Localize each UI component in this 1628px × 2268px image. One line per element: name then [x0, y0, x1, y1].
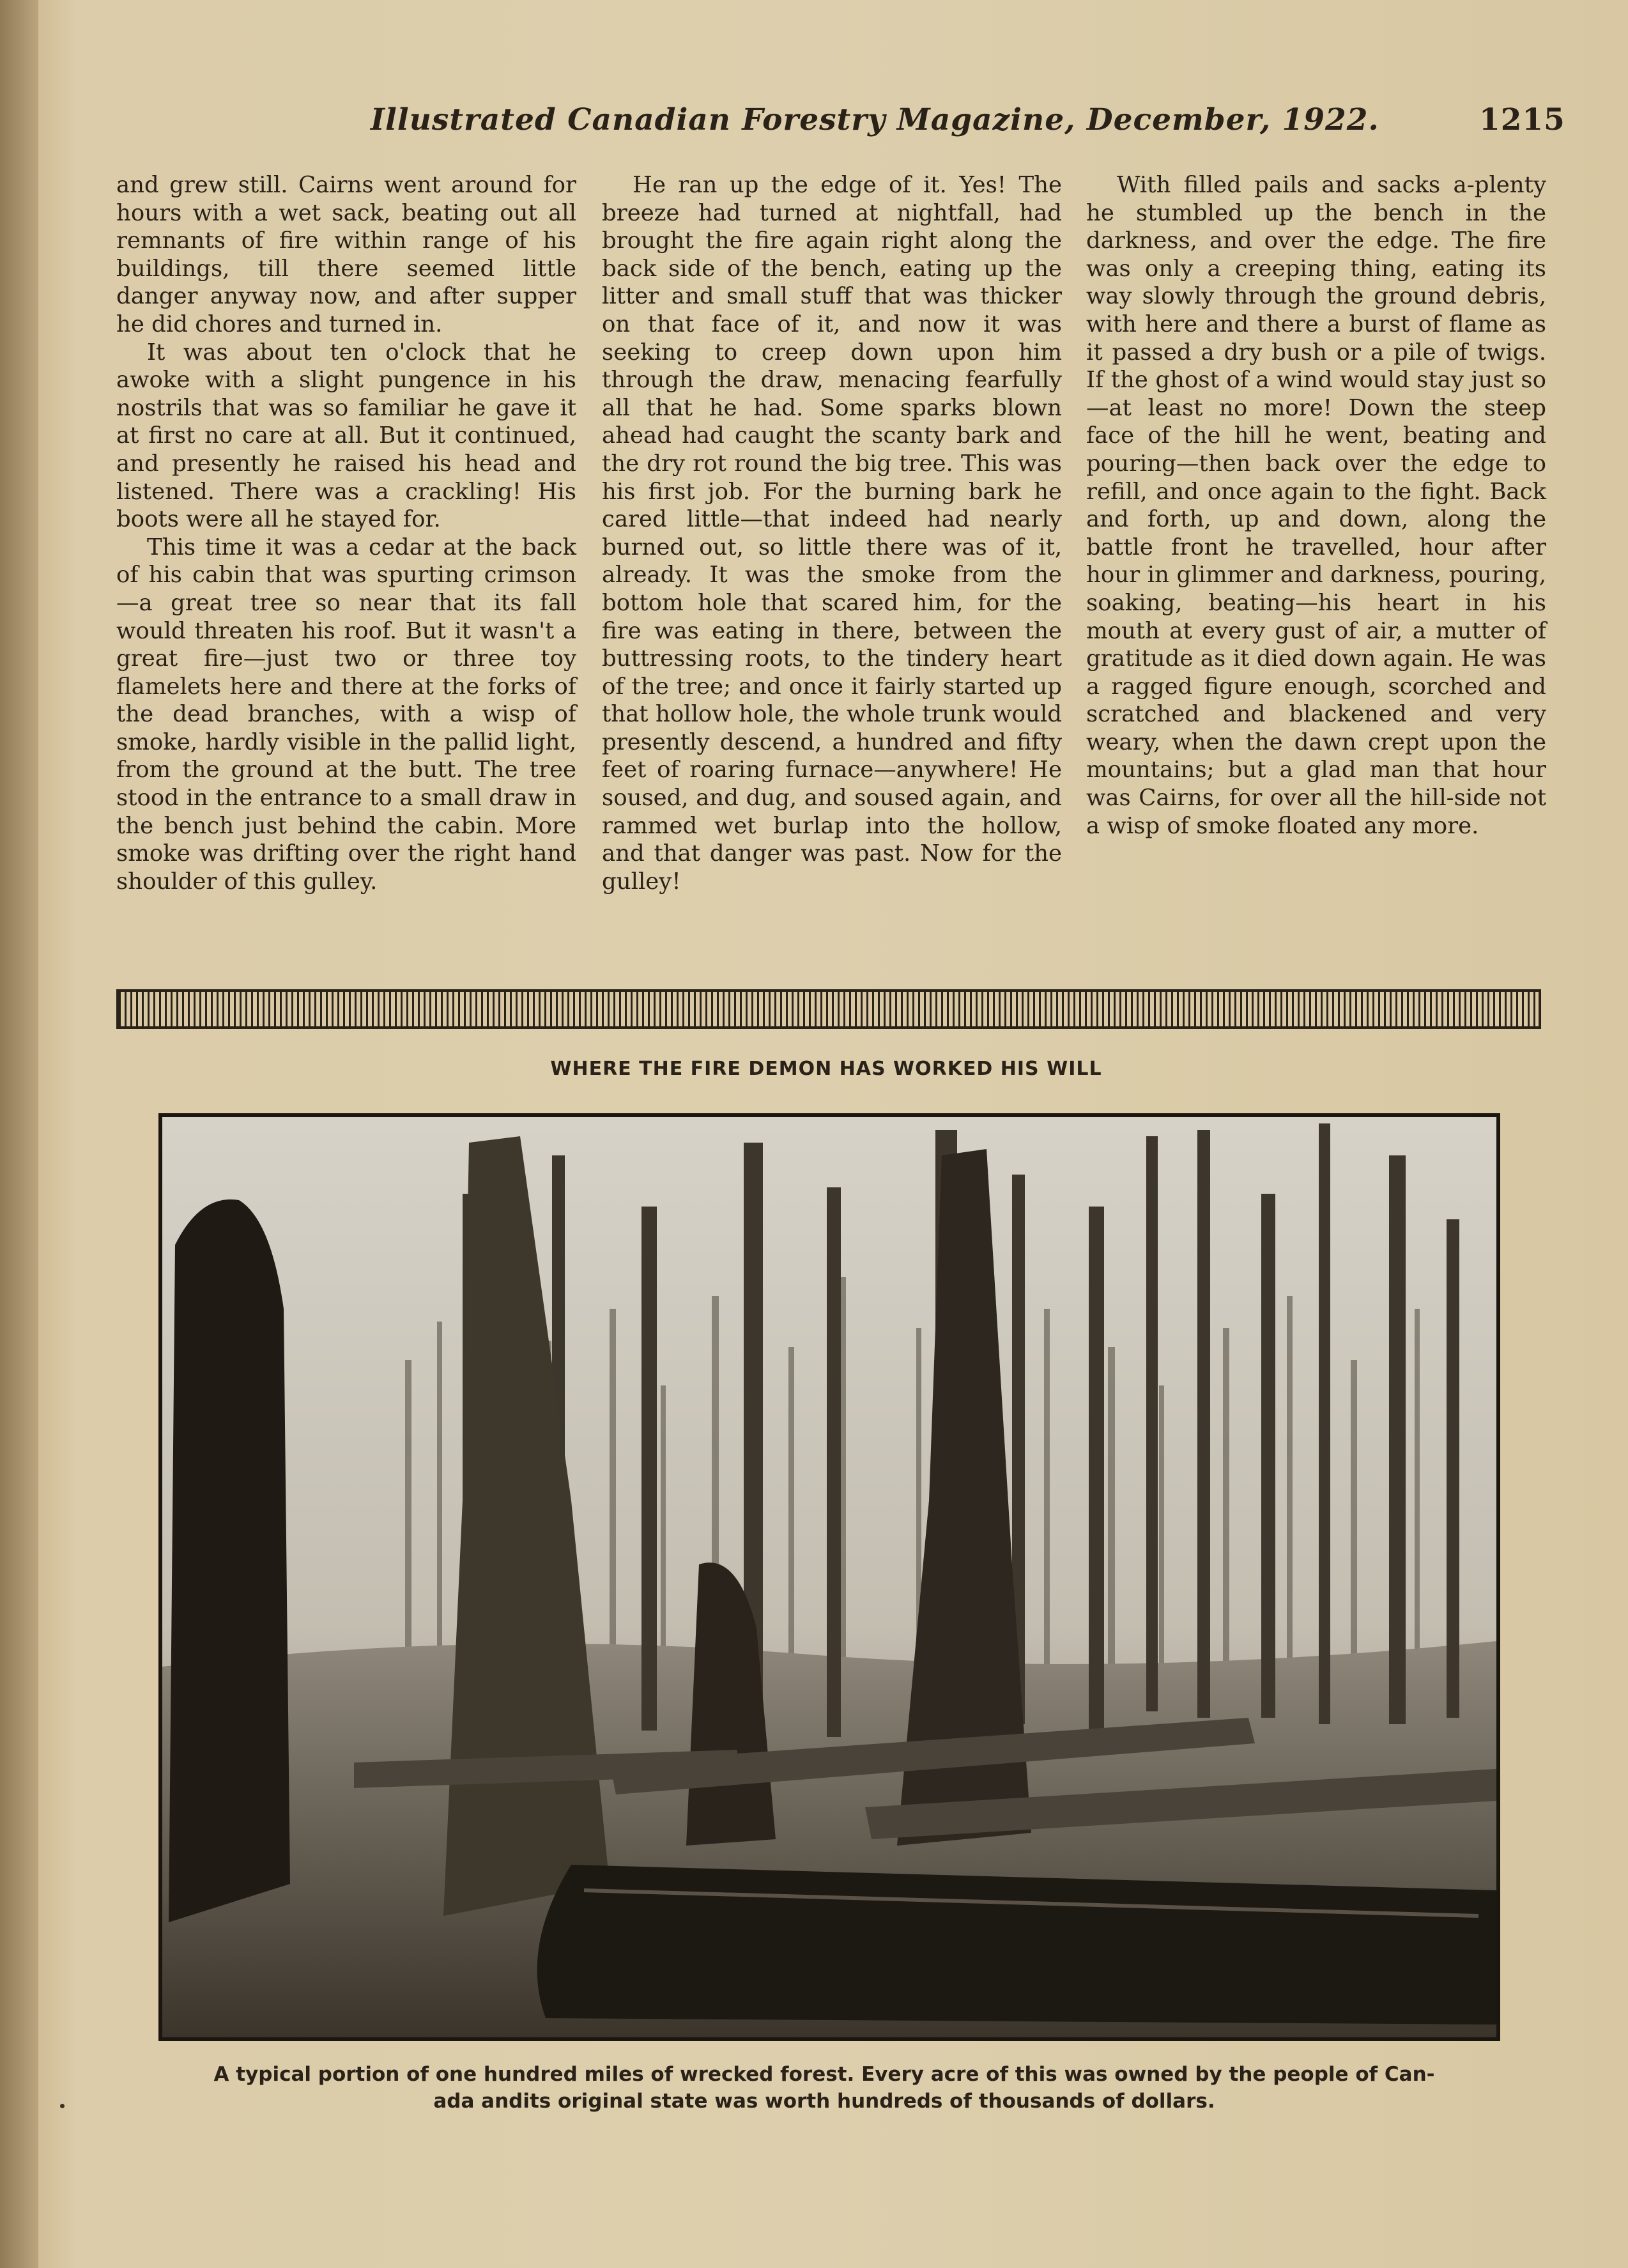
caption-line: A typical portion of one hundred miles of wrecked forest. Every acre of this was owned by the people of Can- [213, 2063, 1435, 2086]
page-number: 1215 [1479, 102, 1565, 137]
page-binding-shadow [0, 0, 38, 2268]
paragraph: and grew still. Cairns went around for hours with a wet sack, beating out all remnants of fire within range of his buildings, till there seemed little danger anyway now, and after supper he did chores and turned in. [116, 172, 576, 337]
text-column-3 [1086, 171, 1546, 840]
caption-line: ada andits original state was worth hundreds of thousands of dollars. [433, 2090, 1215, 2113]
text-column-2 [602, 171, 1062, 895]
decorative-rule [116, 989, 1541, 1029]
page-speck [60, 2104, 65, 2108]
running-header [371, 102, 1565, 153]
magazine-title: Illustrated Canadian Forestry Magazine, December, 1922. [371, 102, 1379, 137]
paragraph: This time it was a cedar at the back of his cabin that was spurting crimson—a great tree so near that its fall would threaten his roof. But it wasn't a great fire—just two or three toy flamelets here and there at the forks of the dead branches, with a wisp of smoke, hardly visible in the pallid light, from the ground at the butt. The tree stood in the entrance to a small draw in the bench just behind the cabin. More smoke was drifting over the right hand shoulder of this gulley. [116, 534, 576, 895]
paragraph: He ran up the edge of it. Yes! The breeze had turned at nightfall, had brought the fire again right along the back side of the bench, eating up the litter and small stuff that was thicker on that face of it, and now it was seeking to creep down upon him through the draw, menacing fearfully all that he had. Some sparks blown ahead had caught the scanty bark and the dry rot round the big tree. This was his first job. For the burning bark he cared little—that indeed had nearly burned out, so little there was of it, already. It was the smoke from the bottom hole that scared him, for the fire was eating in there, between the buttressing roots, to the tindery heart of the tree; and once it fairly started up that hollow hole, the whole trunk would presently descend, a hundred and fifty feet of roaring furnace—anywhere! He soused, and dug, and soused again, and rammed wet burlap into the hollow, and that danger was past. Now for the gulley! [602, 172, 1062, 895]
paragraph: With filled pails and sacks a-plenty he stumbled up the bench in the darkness, and over the edge. The fire was only a creeping thing, eating its way slowly through the ground debris, with here and there a burst of flame as it passed a dry bush or a pile of twigs. If the ghost of a wind would stay just so—at least no more! Down the steep face of the hill he went, beating and pouring—then back over the edge to refill, and once again to the fight. Back and forth, up and down, along the battle front he travelled, hour after hour in glimmer and darkness, pouring, soaking, beating—his heart in his mouth at every gust of air, a mutter of gratitude as it died down again. He was a ragged figure enough, scorched and scratched and blackened and very weary, when the dawn crept upon the mountains; but a glad man that hour was Cairns, for over all the hill-side not a wisp of smoke floated any more. [1086, 172, 1546, 839]
burned-forest-photo [158, 1113, 1500, 2041]
text-column-1 [116, 171, 576, 895]
figure-caption [153, 2061, 1495, 2115]
paragraph: It was about ten o'clock that he awoke with a slight pungence in his nostrils that was so familiar he gave it at first no care at all. But it continued, and presently he raised his head and listened. There was a crackling! His boots were all he stayed for. [116, 339, 576, 533]
figure-title: WHERE THE FIRE DEMON HAS WORKED HIS WILL [550, 1058, 1102, 1080]
